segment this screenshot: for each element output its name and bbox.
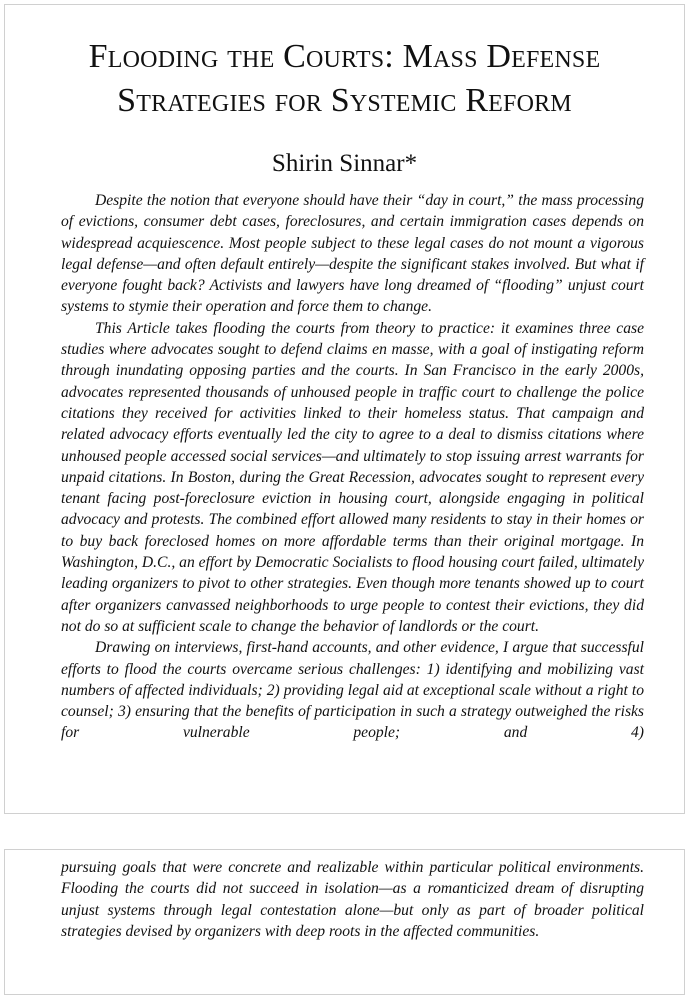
abstract-continuation — [5, 857, 684, 942]
abstract-paragraph-1: Despite the notion that everyone should have their “day in court,” the mass processing of evictions, consumer debt cases, foreclosures, and certain immigration cases depends on widespread acquiescence. Most people subject to these legal cases do not mount a vigorous legal defense—and often default entirely—despite the significant stakes involved. But what if everyone fought back? Activists and lawyers have long dreamed of “flooding” unjust court systems to stymie their operation and force them to change. — [61, 192, 644, 316]
article-title-line-1: Flooding the Courts: Mass Defense — [88, 38, 601, 75]
article-title-line-2: Strategies for Systemic Reform — [117, 82, 572, 119]
page-two — [4, 849, 685, 995]
abstract — [5, 190, 684, 744]
article-title — [5, 35, 684, 123]
abstract-paragraph-3-start: Drawing on interviews, first-hand accounts, and other evidence, I argue that successful efforts to flood the courts overcame serious challenges: 1) identifying and mobilizing vast numbers of affected individuals; 2) providing legal aid at exceptional scale without a right to counsel; 3) ensuring that the benefits of participation in such a strategy outweighed the risks for vulnerable people; and 4) — [61, 639, 644, 742]
author-name: Shirin Sinnar* — [271, 150, 418, 177]
page-one — [4, 4, 685, 814]
abstract-paragraph-2: This Article takes flooding the courts from theory to practice: it examines three case studies where advocates sought to defend claims en masse, with a goal of instigating reform through inundating opposing parties and the courts. In San Francisco in the early 2000s, advocates represented thousands of unhoused people in traffic court to challenge the police citations they received for activities linked to their homeless status. That campaign and related advocacy efforts eventually led the city to agree to a deal to dismiss citations where unhoused people accessed social services—and ultimately to stop issuing arrest warrants for unpaid citations. In Boston, during the Great Recession, advocates sought to represent every tenant facing post-foreclosure eviction in housing court, alongside engaging in political advocacy and protests. The combined effort allowed many residents to stay in their homes or to buy back foreclosed homes on more affordable terms than their original mortgage. In Washington, D.C., an effort by Democratic Socialists to flood housing court failed, ultimately leading organizers to pivot to other strategies. Even though more tenants showed up to court after organizers canvassed neighborhoods to urge people to contest their evictions, they did not do so at sufficient scale to change the behavior of landlords or the court. — [61, 319, 644, 635]
abstract-paragraph-3-end: pursuing goals that were concrete and realizable within particular political environments. Flooding the courts did not succeed in isolation—as a romanticized dream of disrupting unjust systems through legal contestation alone—but only as part of broader political strategies devised by organizers with deep roots in the affected communities. — [61, 859, 644, 940]
